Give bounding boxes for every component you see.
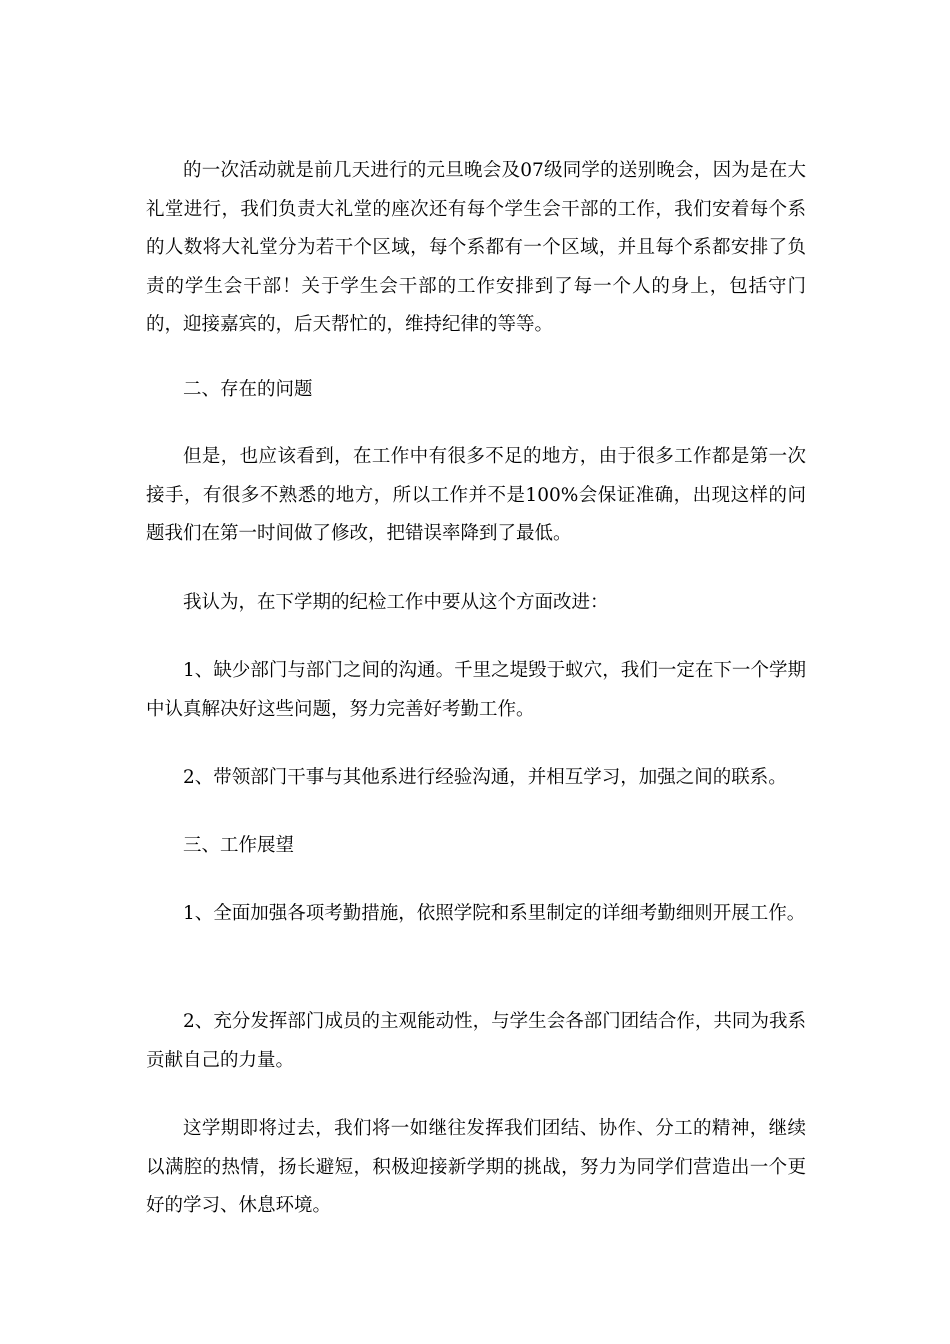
paragraph-outlook-1: 1、全面加强各项考勤措施，依照学院和系里制定的详细考勤细则开展工作。 xyxy=(183,903,806,924)
heading-work-outlook: 三、工作展望 xyxy=(183,835,295,856)
heading-existing-problems: 二、存在的问题 xyxy=(183,379,313,400)
paragraph-conclusion: 这学期即将过去，我们将一如继往发挥我们团结、协作、分工的精神，继续以满腔的热情，扬长避短，积极迎接新学期的挑战，努力为同学们营造出一个更好的学习、休息环境。 xyxy=(146,1118,806,1216)
paragraph-improvement-1: 1、缺少部门与部门之间的沟通。千里之堤毁于蚁穴，我们一定在下一个学期中认真解决好这些问题，努力完善好考勤工作。 xyxy=(146,660,806,720)
paragraph-improvement-intro: 我认为，在下学期的纪检工作中要从这个方面改进： xyxy=(183,592,609,613)
paragraph-improvement-2: 2、带领部门干事与其他系进行经验沟通，并相互学习，加强之间的联系。 xyxy=(183,767,787,788)
paragraph-outlook-2: 2、充分发挥部门成员的主观能动性，与学生会各部门团结合作，共同为我系贡献自己的力量。 xyxy=(146,1011,806,1071)
paragraph-evening-party: 的一次活动就是前几天进行的元旦晚会及07级同学的送别晚会，因为是在大礼堂进行，我们负责大礼堂的座次还有每个学生会干部的工作，我们安着每个系的人数将大礼堂分为若干个区域，每个系都有一个区域，并且每个系都安排了负责的学生会干部！关于学生会干部的工作安排到了每一个人的身上，包括守门的，迎接嘉宾的，后天帮忙的，维持纪律的等等。 xyxy=(146,160,806,335)
paragraph-shortcomings: 但是，也应该看到，在工作中有很多不足的地方，由于很多工作都是第一次接手，有很多不熟悉的地方，所以工作并不是100%会保证准确，出现这样的问题我们在第一时间做了修改，把错误率降到了最低。 xyxy=(146,446,806,544)
